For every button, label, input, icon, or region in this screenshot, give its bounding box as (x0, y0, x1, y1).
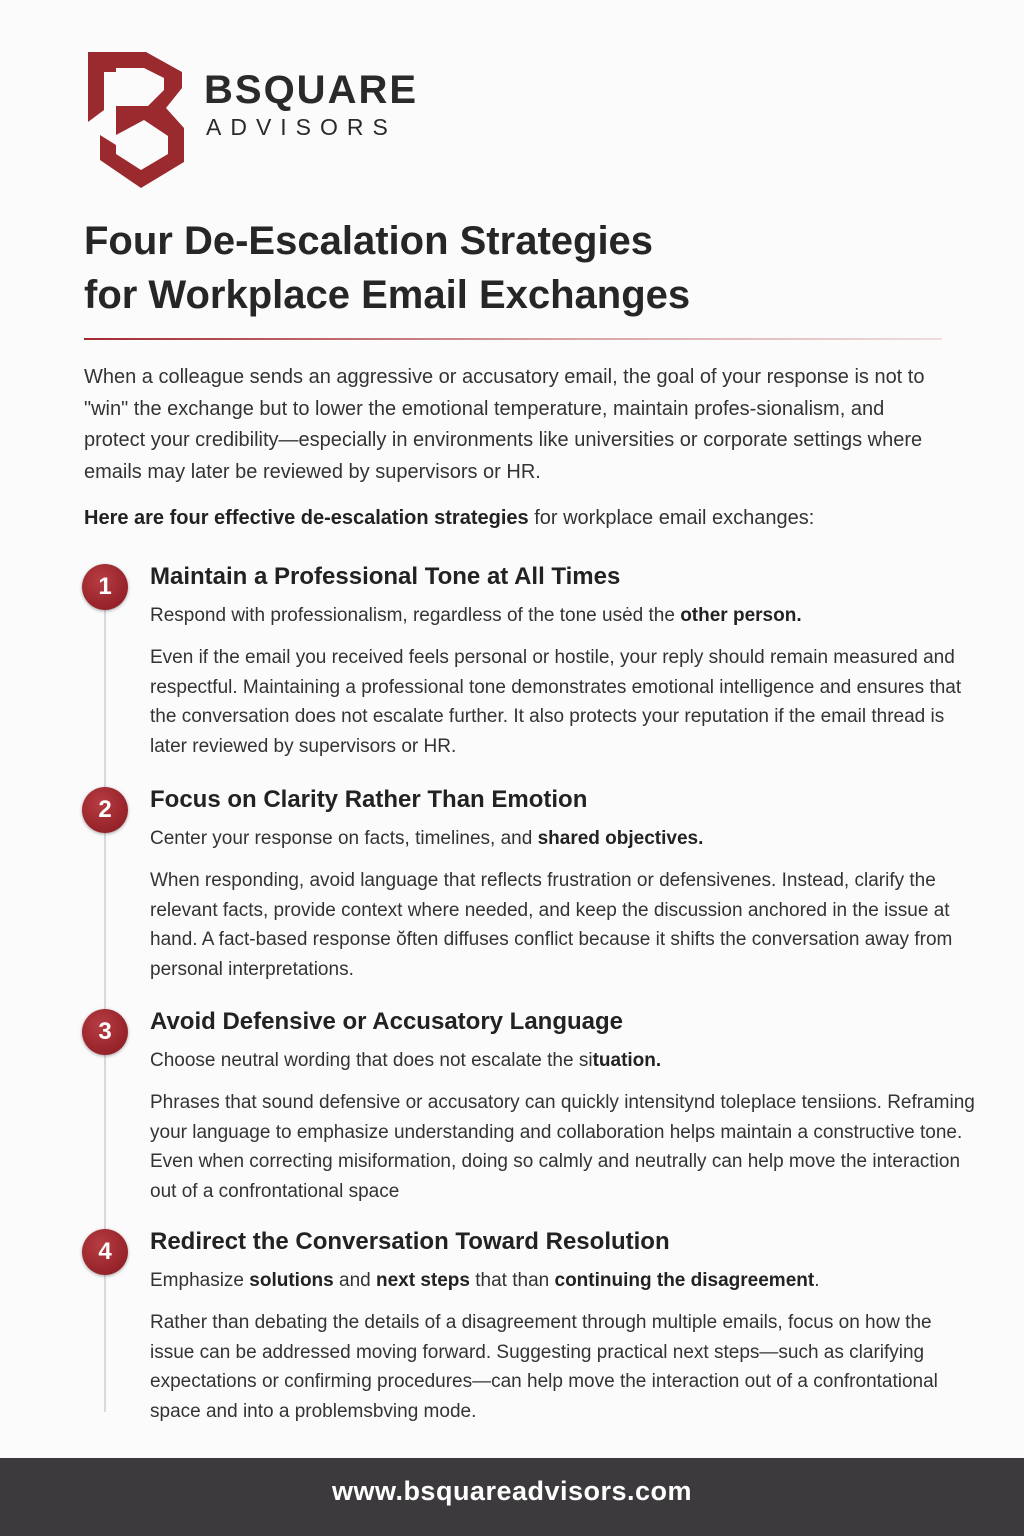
subtitle-part: that than (469, 1270, 555, 1291)
strategy-subtitle (150, 1047, 980, 1074)
strategy-number-badge: 2 (82, 787, 128, 833)
footer-url-link[interactable]: www.bsquareadvisors.com (0, 1458, 1024, 1536)
intro-paragraph: When a colleague sends an aggressive or accusatory email, the goal of your response is not to "win" the exchange but to lower the emotional temperature, maintain profes-sionalism, and protect your credibility—especially in environments like universities or corporate settings where emails may later be reviewed by supervisors or HR. (84, 366, 925, 483)
strategy-section (150, 1227, 980, 1426)
strategy-body: Even if the email you received feels personal or hostile, your reply should remain measured and respectful. Maintaining a professional tone demonstrates emotional intelligence and ensures that the conversation does not escalate further. It also protects your reputation if the email thread is later reviewed by supervisors or HR. (150, 647, 962, 757)
subtitle-part: solutions (249, 1270, 334, 1291)
page-title (84, 214, 690, 322)
strategy-number-badge: 4 (82, 1229, 128, 1275)
strategy-body: When responding, avoid language that reflects frustration or defensivenes. Instead, clarify the relevant facts, provide context where needed, and keep the discussion anchored in the issue at hand. A fact-based response ŏften diffuses conflict because it shifts the conversation away from personal interpretations. (150, 870, 953, 980)
lead-bold: Here are four effective de-escalation strategies (84, 507, 529, 529)
subtitle-part: Respond with professionalism, regardless of the tone usėd the (150, 605, 681, 626)
subtitle-part: tuation. (592, 1050, 662, 1071)
subtitle-part: Center your response on facts, timelines, and (150, 828, 538, 849)
strategy-title: Avoid Defensive or Accusatory Language (150, 1008, 624, 1035)
subtitle-part: next steps (376, 1270, 470, 1291)
strategy-body: Rather than debating the details of a disagreement through multiple emails, focus on how the issue can be addressed moving forward. Suggesting practical next steps—such as clarifying expectations or confirming procedures—can help move the interaction out of a confrontational space and into a problemsbving mode. (150, 1312, 938, 1422)
strategy-body: Phrases that sound defensive or accusatory can quickly intensitynd toleplace tensiions. Reframing your language to emphasize understanding and collaboration helps maintain a constructive tone. Even when correcting misiformation, doing so calmly and neutrally can help move the interaction out of a confrontational space (150, 1092, 975, 1202)
strategy-title: Focus on Clarity Rather Than Emotion (150, 786, 588, 813)
subtitle-part: shared objectives. (537, 828, 704, 849)
strategy-section (150, 562, 980, 761)
strategy-subtitle (150, 825, 980, 852)
subtitle-part: continuing the disagreement (554, 1270, 815, 1291)
subtitle-part: other person. (680, 605, 802, 626)
subtitle-part: Choose neutral wording that does not escalate the si (150, 1050, 593, 1071)
strategy-number-badge: 1 (82, 564, 128, 610)
subtitle-part: and (333, 1270, 376, 1291)
strategy-title: Redirect the Conversation Toward Resolution (150, 1228, 670, 1255)
timeline-line (104, 600, 106, 1412)
bsquare-logo-icon (86, 50, 186, 190)
lead-sentence (84, 503, 814, 533)
strategy-title: Maintain a Professional Tone at All Times (150, 563, 621, 590)
brand-subtitle: ADVISORS (206, 114, 397, 140)
strategy-section (150, 785, 980, 984)
strategy-subtitle (150, 602, 980, 629)
subtitle-part: . (814, 1270, 820, 1291)
lead-rest: for workplace email exchanges: (528, 507, 815, 529)
title-line-1: Four De-Escalation Strategies (84, 219, 654, 263)
strategy-number-badge: 3 (82, 1009, 128, 1055)
brand-name: BSQUARE (204, 68, 419, 112)
title-divider (84, 338, 942, 340)
strategy-subtitle (150, 1267, 980, 1294)
subtitle-part: Emphasize (150, 1270, 250, 1291)
title-line-2: for Workplace Email Exchanges (84, 273, 691, 317)
strategy-section (150, 1007, 980, 1206)
